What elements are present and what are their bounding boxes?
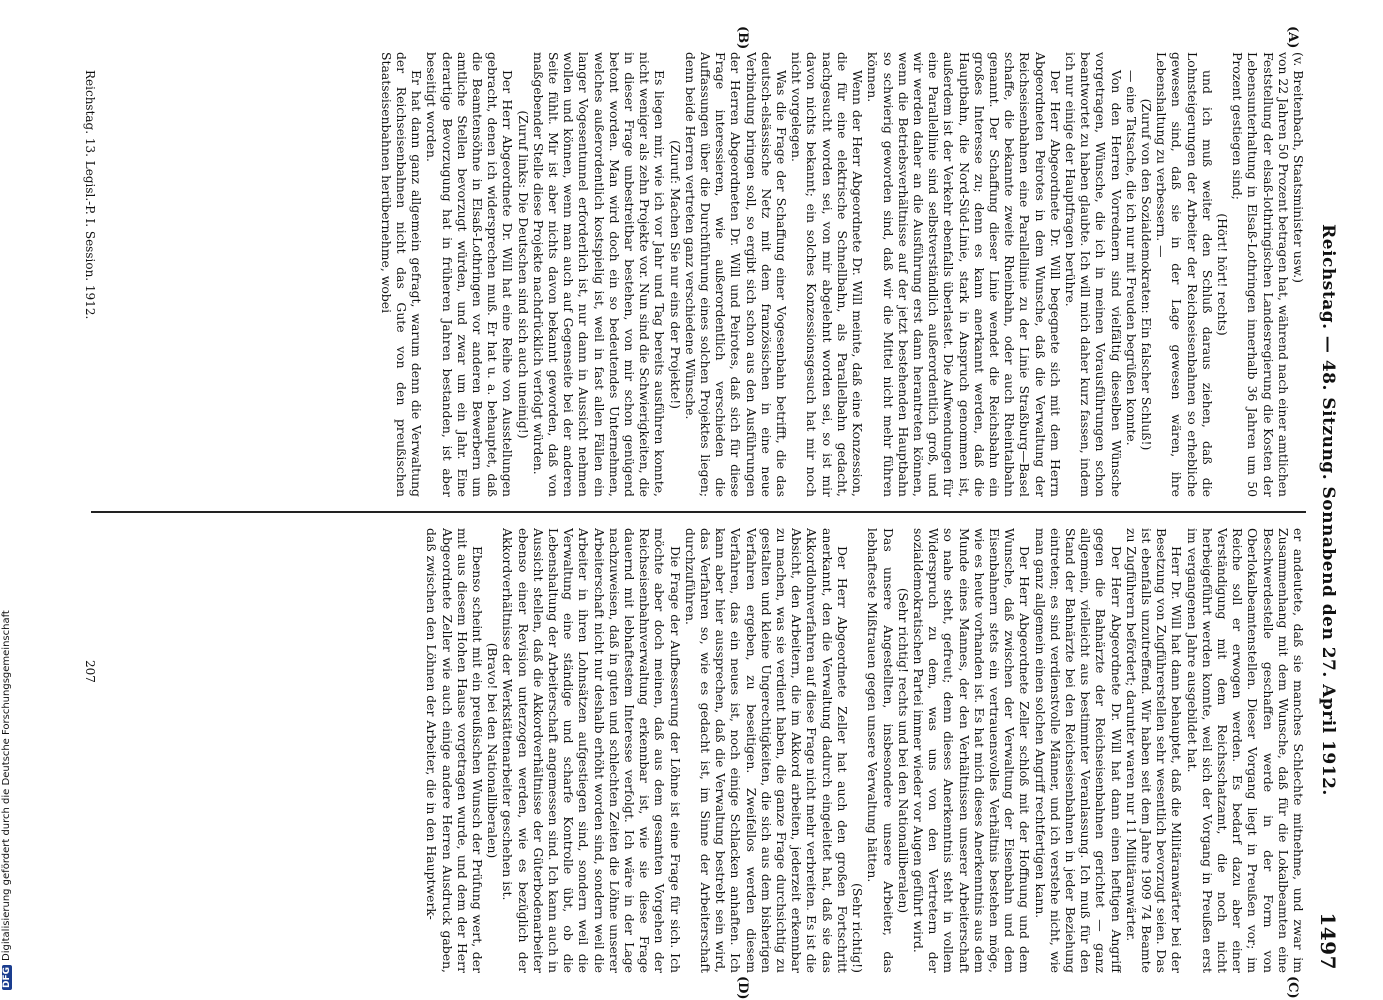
page-header: [1316, 50, 1340, 970]
speaker-line: (v. Breitenbach, Staatsminister usw.): [1291, 52, 1306, 283]
paragraph: Der Herr Abgeordnete Dr. Will begegnete sich mit dem Herrn Abgeordneten Peirotes in dem Wunsche, daß die Verwaltung der Reichseisenbahnen eine Parallellinie zu der Linie Straßburg—Basel schaffe, die bekannte zweite Rheinbahn, oder auch Rheintalbahn genannt. Der Schaffung dieser Linie wendet die Reichsbahn ein großes Interesse zu; denn es kann anerkannt werden, daß die Hauptbahn, die Nord-Süd-Linie, stark in Anspruch genommen ist, außerdem ist der Verkehr ebenfalls überlastet. Die Aufwendungen für eine Parallellinie sind selbstverständlich außerordentlich groß, und wir werden daher an die Ausführung erst dann herantreten können, wenn die Betriebsverhältnisse auf der jetzt bestehenden Hauptbahn so schwierig geworden sind, daß wir die Mittel nicht mehr führen können.: [865, 52, 1063, 497]
sidebar-credit: [1, 610, 12, 990]
margin-mark-a: (A): [1285, 26, 1300, 49]
interjection: (Zuruf: Machen Sie nur eins der Projekte!): [667, 139, 683, 410]
paragraph: von 22 Jahren 50 Prozent betragen hat, während nach einer amtlichen Feststellung der elsaß-lothringischen Landesregierung die Kosten der Lebensunterhaltung in Elsaß-Lothringen innerhalb 36 Jahren um 50 Prozent gestiegen sind;: [1230, 52, 1291, 497]
interjection: (Bravo! bei den Nationalliberalen): [485, 642, 501, 859]
dfg-logo-icon: DFG: [2, 966, 12, 988]
paragraph: Die Frage der Aufbesserung der Löhne ist eine Frage für sich. Ich möchte aber doch meinen, daß aus dem gesamten Vorgehen der Reichseisenbahnverwaltung erkennbar ist, wie sie diese Frage dauernd mit lebhaftestem Interesse verfolgt. Ich wäre in der Lage nachzuweisen, daß in guten und schlechten Zeiten die Löhne unserer Arbeiterschaft nicht nur deshalb erhöht worden sind, sondern weil die Arbeiter in ihren Lohnsätzen aufgestiegen sind, sondern weil die Verwaltung eine ständige und scharfe Kontrolle übt, ob die Lebenshaltung der Arbeiterschaft angemessen sind. Ich kann auch in Aussicht stellen, daß die Akkordverhältnisse der Güterbodenarbeiter ebenso einer Revision unterzogen werden, wie es bezüglich der Akkordverhältnisse der Werkstättenarbeiter geschehen ist.: [500, 528, 683, 973]
paragraph: Ebenso scheint mit ein preußischen Wunsch der Prüfung wert, der mit aus diesem Hohen Hause vorgetragen wurde, und dem der Herr Abgeordnete Zeller wie auch einige andere Herren Ausdruck gaben, daß zwischen den Löhnen der Arbeiter, die in den Hauptwerk-: [424, 528, 486, 973]
paragraph: Was die Frage der Schaffung einer Vogesenbahn betrifft, die das deutsch-elsässische Netz mit dem französischen in eine neue Verbindung bringen soll, so ergibt sich schon aus den Ausführungen der Herren Abgeordneten Dr. Will und Peirotes, daß sich für diese Frage interessieren, wie außerordentlich verschieden die Auffassungen über die Durchführung eines solchen Projektes liegen; denn beide Herren vertreten ganz verschiedene Wünsche.: [682, 52, 790, 497]
footer-citation: Reichstag. 13. Legisl.-P. I. Session. 1912.: [83, 70, 97, 320]
paragraph: Wenn der Herr Abgeordnete Dr. Will meinte, daß eine Konzession, die für eine elektrische Schnellbahn, als Parallelbahn gedacht, nachgesucht worden sei, von mir abgelehnt worden sei, so ist mir davon nichts bekannt; ein solches Konzessionsgesuch hat mir noch nicht vorgelegen.: [789, 52, 866, 497]
interjection: (Zuruf links: Die Deutschen sind sich auch uneinig!): [515, 110, 531, 439]
paragraph: er andeutete, daß sie manches Schlechte mitnehme, und zwar im Zusammenhang mit dem Wunsche, daß für die Lokalbeamten eine Beschwerdestelle geschaffen werde in der Form von Oberlokalbeamtenstellen. Dieser Vorgang liegt in Preußen vor; im Reiche soll er erwogen werden. Es bedarf dazu aber einer Verständigung mit dem Reichsschatzamt, die noch nicht herbeigeführt werden konnte, weil sich der Vorgang in Preußen erst im vergangenen Jahre ausgebildet hat.: [1184, 528, 1306, 973]
paragraph: Es liegen mir, wie ich vor Jahr und Tag bereits ausführen konnte, nicht weniger als zehn Projekte vor. Nun sind die Schwierigkeiten, die in dieser Frage unbestreitbar bestehen, von mir schon genügend betont worden. Man wird doch ein so bedeutendes Unternehmen, welches außerordentlich kostspielig ist, weil in fast allen Fällen ein langer Vogesentunnel erforderlich ist, nur dann in Aussicht nehmen wollen und können, wenn man auch auf Gegenseite bei der anderen Seite fühlt. Mir ist aber nichts davon bekannt geworden, daß von maßgebender Stelle diese Projekte nachdrücklich verfolgt würden.: [530, 52, 668, 497]
page-number: 1497: [1316, 912, 1340, 970]
interjection: (Sehr richtig!): [850, 883, 866, 973]
paragraph: Der Herr Abgeordnete Zeller hat auch den großen Fortschritt anerkannt, den die Verwaltung dadurch eingeleitet hat, daß sie das Akkordlohnverfahren auf diese Frage nicht mehr verbreiten. Es ist die Absicht, den Arbeitern, die im Akkord arbeiten, jederzeit erkennbar zu machen, was sie verdient haben, die ganze Frage durchsichtig zu gestalten und kleine Ungerechtigkeiten, die sich aus dem bisherigen Verfahren ergeben, zu beseitigen. Zweifellos werden diesem Verfahren, das ein neues ist, noch einige Schlacken anhaften. Ich kann aber hier aussprechen, daß die Verwaltung bestrebt sein wird, das Verfahren so, wie es gedacht ist, im Sinne der Arbeiterschaft durchzuführen.: [682, 528, 850, 973]
margin-mark-b: (B): [735, 26, 750, 50]
paragraph: — eine Tatsache, die ich nur mit Freuden begrüßen konnte.: [1123, 70, 1139, 446]
paragraph: und ich muß weiter den Schluß daraus ziehen, daß die Lohnsteigerungen der Arbeiter der Reichseisenbahnen so erhebliche gewesen sind, daß sie in der Lage gewesen wären, ihre Lebenshaltung zu verbessern. —: [1154, 52, 1215, 497]
sidebar-credit-text: Digitalisierung gefördert durch die Deutsche Forschungsgemeinschaft: [1, 610, 12, 961]
interjection: (Sehr richtig! rechts und bei den Nationalliberalen): [895, 587, 911, 914]
right-column: [96, 528, 1306, 973]
paragraph: Der Herr Abgeordnete Dr. Will hat dann einen heftigen Angriff gegen die Bahnärzte der Reichseisenbahnen gerichtet — ganz allgemein, vielleicht aus bestimmter Veranlassung. Ich muß für den Stand der Bahnärzte bei den Reichseisenbahnen in jeder Beziehung eintreten; es sind verdienstvolle Männer, und ich verstehe nicht, wie man ganz allgemein einen solchen Angriff rechtfertigen kann.: [1032, 528, 1124, 973]
margin-mark-d: (D): [735, 976, 750, 1000]
interjection: (Zuruf von den Sozialdemokraten: Ein falscher Schluß!): [1138, 98, 1154, 451]
column-divider: [91, 511, 1306, 513]
left-column: [96, 52, 1306, 497]
header-title: Reichstag. — 48. Sitzung. Sonnabend den 27. April 1912.: [1318, 224, 1338, 796]
footer-sheet-number: 207: [83, 660, 97, 683]
paragraph: Von den Herren Vorrednern sind vielfältig dieselben Wünsche vorgetragen, Wünsche, die ich in meinen Vorausführungen schon beantwortet zu haben glaubte. Ich will mich daher kurz fassen, indem ich nur einige der Hauptfragen berühre.: [1062, 52, 1124, 497]
paragraph: Herr Dr. Will hat dann behauptet, daß die Militäranwärter bei der Besetzung von Zugführerstellen sehr wesentlich bevorzugt seien. Das ist ebenfalls unzutreffend. Wir haben seit dem Jahre 1909 74 Beamte zu Zugführern befördert; darunter waren nur 11 Militäranwärter.: [1123, 528, 1185, 973]
digitization-sidebar: [0, 0, 22, 1000]
margin-mark-c: (C): [1285, 976, 1300, 999]
paragraph: Der Herr Abgeordnete Dr. Will hat eine Reihe von Ausstellungen gebracht, denen ich widersprechen muß. Er hat u. a. behauptet, daß die Beamtensöhne in Elsaß-Lothringen vor anderen Bewerbern um amtliche Stellen bevorzugt würden, und zwar um ein Jahr. Eine derartige Bevorzugung hat in früheren Jahren bestanden, ist aber beseitigt worden.: [424, 52, 516, 497]
interjection: (Hört! hört! rechts): [1214, 213, 1230, 336]
paragraph: Das unsere Angestellten, insbesondere unsere Arbeiter, das lebhafteste Mißtrauen gegen unsere Verwaltung hätten.: [865, 528, 896, 973]
paragraph: Er hat dann ganz allgemein gefragt, warum denn die Verwaltung der Reichseisenbahnen nicht das Gute von den preußischen Staatseisenbahnen herübernehme, wobei: [378, 52, 425, 497]
scanned-page: [50, 26, 1340, 1000]
paragraph: Der Herr Abgeordnete Zeller schloß mit der Hoffnung und dem Wunsche, daß zwischen der Verwaltung der Eisenbahn und dem Eisenbahnern stets ein vertrauensvolles Verhältnis bestehen möge, wie es heute vorhanden ist. Es hat mich dieses Anerkenntnis aus dem Munde eines Mannes, der den Verhältnissen unserer Arbeiterschaft so nahe steht, gefreut; denn dieses Anerkenntnis steht in vollem Widerspruch zu dem, was uns von den Vertretern der sozialdemokratischen Partei immer wieder vor Augen geführt wird.: [910, 528, 1033, 973]
